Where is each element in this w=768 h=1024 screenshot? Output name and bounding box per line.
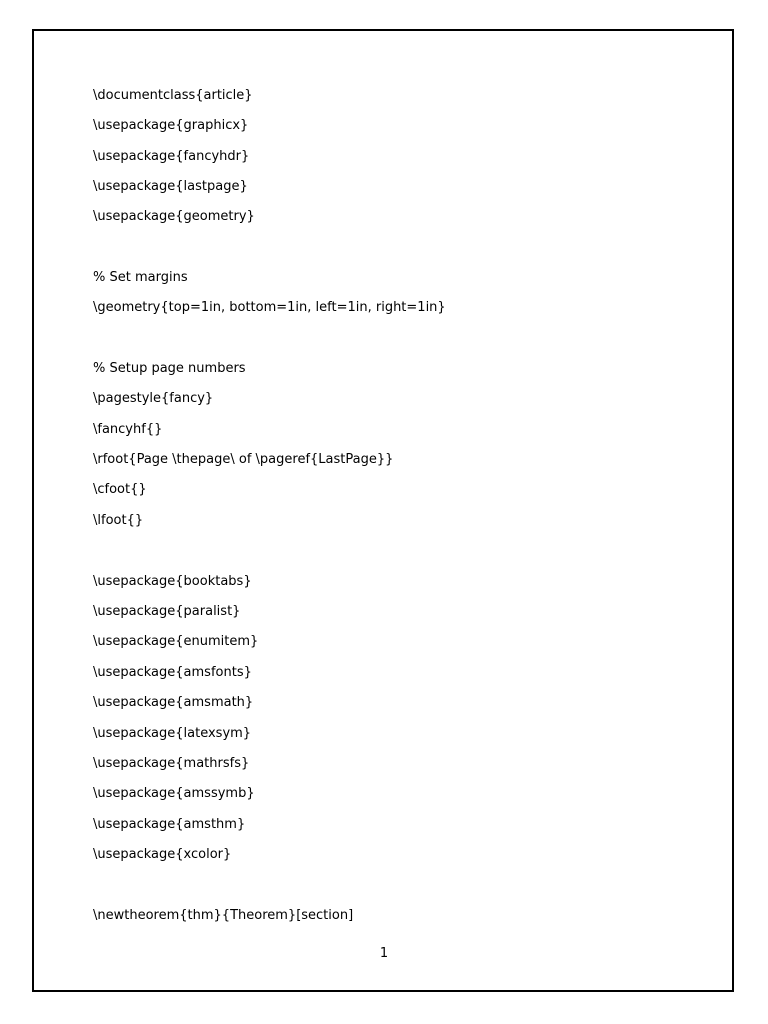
code-line: \usepackage{latexsym} <box>93 726 252 741</box>
code-line: \usepackage{graphicx} <box>93 118 249 133</box>
code-line: \usepackage{booktabs} <box>93 574 252 589</box>
code-line: \usepackage{amssymb} <box>93 786 255 801</box>
code-line: \usepackage{enumitem} <box>93 634 259 649</box>
code-comment: % Setup page numbers <box>93 361 246 376</box>
code-line: \rfoot{Page \thepage\ of \pageref{LastPage}} <box>93 452 394 467</box>
code-line: \pagestyle{fancy} <box>93 391 214 406</box>
code-line: \usepackage{amsthm} <box>93 817 246 832</box>
code-line: \usepackage{lastpage} <box>93 179 248 194</box>
code-line: \usepackage{mathrsfs} <box>93 756 250 771</box>
code-line: \cfoot{} <box>93 482 147 497</box>
code-line: \newtheorem{thm}{Theorem}[section] <box>93 908 354 923</box>
code-line: \usepackage{amsmath} <box>93 695 254 710</box>
code-line: \usepackage{xcolor} <box>93 847 232 862</box>
page-number: 1 <box>379 946 389 961</box>
code-line: \usepackage{fancyhdr} <box>93 149 250 164</box>
code-line: \usepackage{amsfonts} <box>93 665 252 680</box>
code-line: \usepackage{paralist} <box>93 604 241 619</box>
code-line: \geometry{top=1in, bottom=1in, left=1in, right=1in} <box>93 300 446 315</box>
code-line: \fancyhf{} <box>93 422 163 437</box>
code-line: \documentclass{article} <box>93 88 253 103</box>
code-line: \lfoot{} <box>93 513 144 528</box>
code-line: \usepackage{geometry} <box>93 209 255 224</box>
code-comment: % Set margins <box>93 270 188 285</box>
